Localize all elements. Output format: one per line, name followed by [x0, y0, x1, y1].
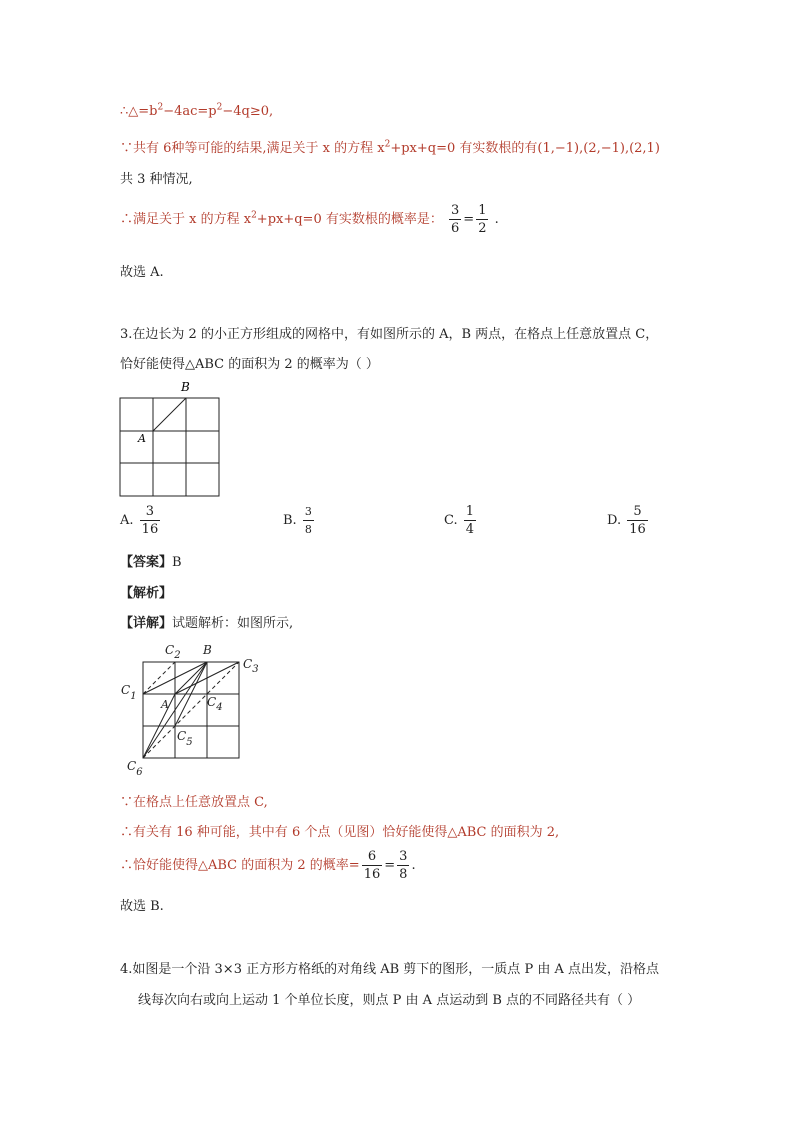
q4-stem-line-1: 4.如图是一个沿 3×3 正方形方格纸的对角线 AB 剪下的图形，一质点 P 由 A 点出发，沿格点: [120, 962, 659, 977]
label-c1: $C_1$: [121, 683, 137, 702]
point-b-label: B: [181, 380, 190, 394]
dashed-c1-c2: [143, 662, 175, 694]
option-c[interactable]: C. $\frac{1}{4}$: [444, 504, 475, 537]
solution-line-1: ∵在格点上任意放置点 C,: [120, 795, 268, 810]
option-b[interactable]: B. $\frac{3}{8}$: [283, 505, 312, 536]
q3-conclusion: 故选 B.: [120, 899, 164, 914]
q3-solution-figure: [115, 636, 275, 782]
prev-line-2: ∵共有 6种等可能的结果,满足关于 x 的方程 $x^2+px+q=0$ 有实数根的有(1,−1),(2,−1),(2,1): [120, 139, 660, 156]
label-c5: $C_5$: [177, 729, 193, 748]
prev-fraction-2: $\frac{1}{2}$: [478, 203, 487, 236]
solution-line-3: ∴恰好能使得△ABC 的面积为 2 的概率= $\frac{6}{16}$ = $\frac{3}{8}$ .: [120, 849, 416, 882]
point-a-label: A: [138, 432, 146, 445]
prev-line-3: 共 3 种情况,: [120, 172, 193, 187]
solution-line-2: ∴有关有 16 种可能，其中有 6 个点（见图）恰好能使得△ABC 的面积为 2,: [120, 825, 560, 840]
answer-line: 【答案】B: [120, 555, 182, 570]
segment-ab: [153, 398, 186, 431]
q4-stem-line-2: 线每次向右或向上运动 1 个单位长度，则点 P 由 A 点运动到 B 点的不同路径共有（ ）: [138, 993, 641, 1008]
segment-ab: [175, 662, 207, 694]
label-c4: $C_4$: [207, 695, 223, 713]
prev-line-1: $\therefore\triangle=b^2-4ac=p^2-4q\ge 0$,: [120, 102, 274, 119]
grid-border: [120, 398, 219, 496]
label-a: A: [161, 698, 169, 711]
q3-stem-line-1: 3.在边长为 2 的小正方形组成的网格中，有如图所示的 A，B 两点，在格点上任意放置点 C，: [120, 327, 659, 342]
option-d[interactable]: D. $\frac{5}{16}$: [607, 504, 646, 537]
label-c3: $C_3$: [243, 657, 259, 675]
prev-conclusion: 故选 A.: [120, 265, 164, 280]
q3-stem-line-2: 恰好能使得△ABC 的面积为 2 的概率为（ ）: [120, 357, 379, 372]
label-c2: $C_2$: [165, 643, 181, 661]
label-b: B: [203, 643, 212, 657]
prev-line-4: ∴满足关于 x 的方程 $x^2+px+q=0$ 有实数根的概率是： $\frac{3}{6}$ = $\frac{1}{2}$ .: [120, 203, 499, 236]
prev-fraction-1: $\frac{3}{6}$: [451, 203, 460, 236]
label-c6: $C_6$: [127, 759, 143, 778]
q3-grid-figure: [110, 374, 240, 500]
option-a[interactable]: A. $\frac{3}{16}$: [120, 504, 159, 537]
analysis-heading: 【解析】: [120, 586, 173, 601]
detail-line: 【详解】试题解析：如图所示,: [120, 616, 294, 631]
